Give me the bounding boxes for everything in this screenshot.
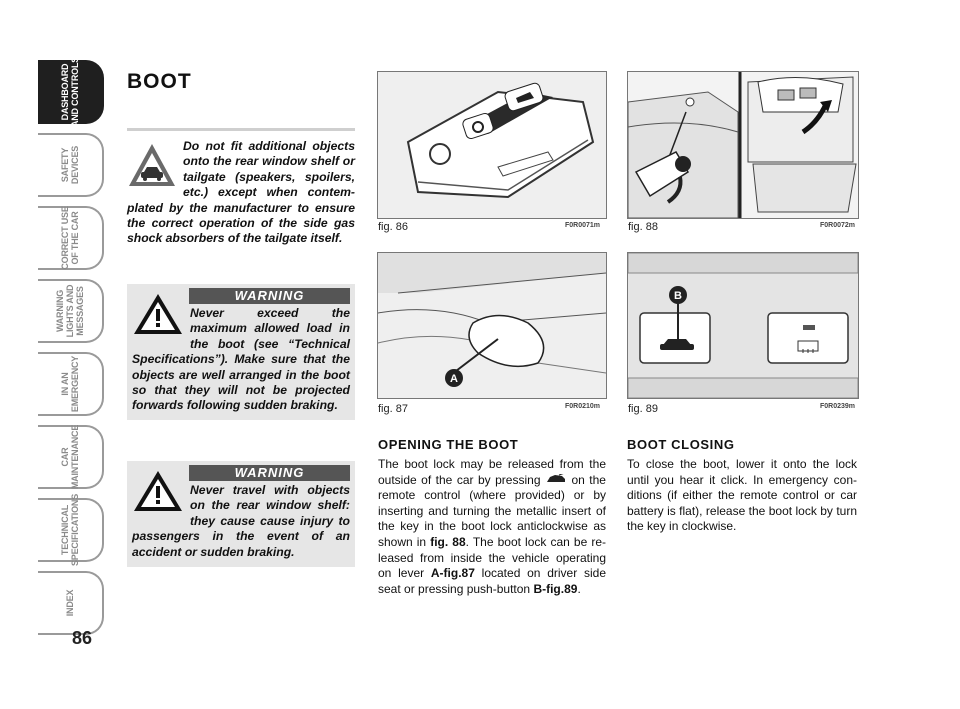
callout-b: B	[674, 290, 682, 302]
figure-code: F0R0210m	[565, 403, 601, 410]
tab-dashboard-and-controls[interactable]: DASHBOARD AND CONTROLS	[38, 60, 104, 124]
figure-code: F0R0239m	[820, 403, 856, 410]
tab-index[interactable]: INDEX	[38, 571, 104, 635]
warning-triangle-icon	[132, 469, 184, 513]
closing-text: To close the boot, lower it onto the lock until you hear it click. In emergency con-ditions (if either the remote control or car battery is flat), release the boot lock by turn the key in clockwise.	[627, 457, 857, 534]
car-boot-icon	[545, 473, 567, 487]
opening-text: The boot lock may be released from the outside of the car by pressing on the remote control (where provided) or by inserting and turning the metallic insert of the key in the boot lock anticlockwise as shown in fig. 88. The boot lock can be re-leased from inside the vehicle operating on lever A-fig.87 located on driver side seat or pressing push-button B-fig.89.	[378, 457, 607, 596]
page-title: BOOT	[127, 70, 192, 93]
warning-text-2: Never travel with objects on the rear window shelf: they cause cause injury to passengers in the event of an accident or sudden braking.	[132, 483, 350, 559]
figure-remote-key	[377, 71, 607, 219]
figure-label: fig. 88	[628, 221, 658, 233]
section-heading-closing: BOOT CLOSING	[627, 437, 735, 452]
tab-in-an-emergency[interactable]: IN AN EMERGENCY	[38, 352, 104, 416]
note-text: Do not fit additional objects onto the rear window shelf or tailgate (speakers, spoilers, etc.) except when contem-plated by the manufacturer to ensure the correct operation of the side gas shock absorbers of the tailgate itself.	[127, 139, 355, 246]
tab-correct-use[interactable]: CORRECT USE OF THE CAR	[38, 206, 104, 270]
warning-box-1	[127, 284, 355, 420]
figure-push-button	[627, 252, 859, 399]
note-box	[127, 128, 355, 247]
figure-label: fig. 86	[378, 221, 408, 233]
figure-label: fig. 89	[628, 403, 658, 415]
callout-a: A	[450, 373, 458, 385]
warning-heading: WARNING	[189, 465, 350, 481]
tab-car-maintenance[interactable]: CAR MAINTENANCE	[38, 425, 104, 489]
figure-release-lever	[377, 252, 607, 399]
tab-safety-devices[interactable]: SAFETY DEVICES	[38, 133, 104, 197]
page-number: 86	[72, 628, 93, 648]
warning-triangle-icon	[132, 292, 184, 336]
section-heading-opening: OPENING THE BOOT	[378, 437, 519, 452]
tab-warning-lights[interactable]: WARNING LIGHTS AND MESSAGES	[38, 279, 104, 343]
car-load-icon	[127, 141, 177, 189]
warning-box-2	[127, 461, 355, 567]
figure-label: fig. 87	[378, 403, 408, 415]
warning-text-1: Never exceed the maximum allowed load in the boot (see “Technical Specifications”). Make sure that the objects are well arranged in the boot so that they will not be projected forwards following sudden braking.	[132, 306, 350, 413]
figure-boot-lock	[627, 71, 859, 219]
warning-heading: WARNING	[189, 288, 350, 304]
figure-code: F0R0071m	[565, 222, 601, 229]
tab-technical-specifications[interactable]: TECHNICAL SPECIFICATIONS	[38, 498, 104, 562]
figure-code: F0R0072m	[820, 222, 856, 229]
